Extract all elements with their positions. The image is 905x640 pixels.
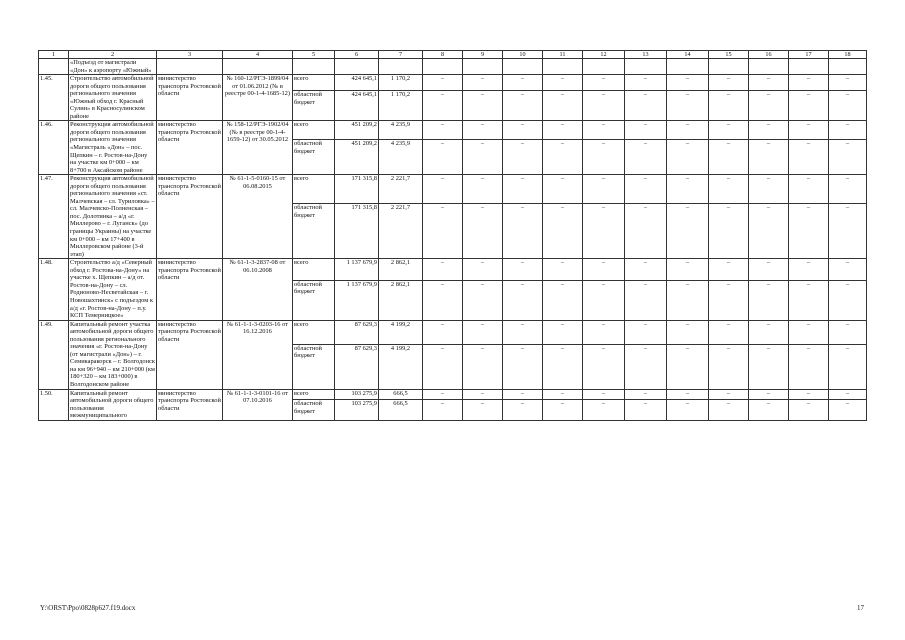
year-value: – <box>463 389 503 400</box>
object-name: Капитальный ремонт автомобильной дороги общего пользования межмуниципального <box>69 389 157 420</box>
year-value: – <box>543 400 583 420</box>
funding-source: областной бюджет <box>293 344 335 389</box>
estimated-cost: 1 137 679,9 <box>335 280 379 320</box>
year-value: – <box>667 75 709 91</box>
year-value: – <box>463 140 503 175</box>
customer: министерство транспорта Ростовской области <box>157 259 223 320</box>
table-row <box>39 175 867 204</box>
year-value: – <box>667 140 709 175</box>
year-value: – <box>423 121 463 140</box>
year-value: – <box>829 400 867 420</box>
year-value: – <box>583 91 625 121</box>
year-value: – <box>463 121 503 140</box>
year-value: – <box>503 75 543 91</box>
object-name: Строительство а/д «Северный обход г. Ростова-на-Дону» на участке х. Щепкин – а/д от. Ростов-на-Дону – сл. Родионово-Несветайская – г. Новошахтинск» с подъездом к а/д «г. Ростов-на-Дону – п.у. КСП Темерницкое» <box>69 259 157 320</box>
year-value: – <box>463 175 503 204</box>
funding-source: областной бюджет <box>293 400 335 420</box>
year-value: – <box>625 91 667 121</box>
year-value: – <box>503 280 543 320</box>
remaining-cost: 666,5 <box>379 400 423 420</box>
funding-source: областной бюджет <box>293 91 335 121</box>
header-col-17: 17 <box>789 51 829 59</box>
year-value: – <box>503 175 543 204</box>
header-col-11: 11 <box>543 51 583 59</box>
year-value: – <box>423 389 463 400</box>
year-value: – <box>829 204 867 259</box>
year-value: – <box>423 400 463 420</box>
funding-source: всего <box>293 121 335 140</box>
remaining-cost: 4 235,9 <box>379 140 423 175</box>
year-value: – <box>749 259 789 280</box>
header-numbers-row <box>39 51 867 59</box>
year-value: – <box>749 121 789 140</box>
header-col-16: 16 <box>749 51 789 59</box>
year-value: – <box>749 280 789 320</box>
header-col-12: 12 <box>583 51 625 59</box>
year-value: – <box>749 400 789 420</box>
year-value: – <box>667 91 709 121</box>
year-value: – <box>667 320 709 344</box>
year-value: – <box>667 400 709 420</box>
year-value: – <box>709 320 749 344</box>
year-value: – <box>709 344 749 389</box>
customer: министерство транспорта Ростовской области <box>157 75 223 121</box>
year-value: – <box>625 75 667 91</box>
remaining-cost: 1 170,2 <box>379 75 423 91</box>
estimated-cost: 87 629,3 <box>335 344 379 389</box>
estimated-cost: 103 275,9 <box>335 400 379 420</box>
year-value: – <box>583 400 625 420</box>
year-value: – <box>583 259 625 280</box>
year-value: – <box>583 140 625 175</box>
year-value: – <box>789 259 829 280</box>
year-value: – <box>749 344 789 389</box>
year-value: – <box>625 344 667 389</box>
year-value: – <box>625 140 667 175</box>
year-value: – <box>423 91 463 121</box>
header-col-7: 7 <box>379 51 423 59</box>
year-value: – <box>543 259 583 280</box>
table-row <box>39 259 867 280</box>
funding-source: всего <box>293 75 335 91</box>
object-name: Реконструкция автомобильной дороги общего пользования регионального значения «Магистраль «Дон» – пос. Щепкин – г. Ростов-на-Дону на участке км 0+000 – км 8+700 в Аксайском районе <box>69 121 157 175</box>
year-value: – <box>583 175 625 204</box>
year-value: – <box>829 91 867 121</box>
table-row <box>39 121 867 140</box>
year-value: – <box>829 280 867 320</box>
remaining-cost: 2 221,7 <box>379 204 423 259</box>
year-value: – <box>583 204 625 259</box>
year-value: – <box>543 140 583 175</box>
year-value: – <box>463 259 503 280</box>
expertise-doc: № 160-12/РГЭ-1899/04 от 01.06.2012 (№ в реестре 00-1-4-1685-12) <box>223 75 293 121</box>
header-col-4: 4 <box>223 51 293 59</box>
estimated-cost: 451 209,2 <box>335 121 379 140</box>
year-value: – <box>503 121 543 140</box>
header-col-5: 5 <box>293 51 335 59</box>
year-value: – <box>667 344 709 389</box>
year-value: – <box>583 121 625 140</box>
expertise-doc: № 61-1-5-0160-15 от 06.08.2015 <box>223 175 293 259</box>
year-value: – <box>423 280 463 320</box>
remaining-cost: 2 221,7 <box>379 175 423 204</box>
estimated-cost: 103 275,9 <box>335 389 379 400</box>
table-row <box>39 75 867 91</box>
funding-source: областной бюджет <box>293 204 335 259</box>
year-value: – <box>789 75 829 91</box>
year-value: – <box>543 75 583 91</box>
year-value: – <box>667 121 709 140</box>
estimated-cost: 87 629,3 <box>335 320 379 344</box>
year-value: – <box>789 121 829 140</box>
year-value: – <box>829 320 867 344</box>
header-col-2: 2 <box>69 51 157 59</box>
year-value: – <box>749 75 789 91</box>
year-value: – <box>543 91 583 121</box>
estimated-cost: 171 315,8 <box>335 175 379 204</box>
year-value: – <box>667 204 709 259</box>
row-number: 1.48. <box>39 259 69 320</box>
year-value: – <box>503 140 543 175</box>
year-value: – <box>463 280 503 320</box>
year-value: – <box>667 259 709 280</box>
year-value: – <box>583 344 625 389</box>
estimated-cost: 1 137 679,9 <box>335 259 379 280</box>
remaining-cost: 2 862,1 <box>379 280 423 320</box>
funding-source: областной бюджет <box>293 140 335 175</box>
table-row <box>39 389 867 400</box>
estimated-cost: 451 209,2 <box>335 140 379 175</box>
year-value: – <box>463 344 503 389</box>
year-value: – <box>423 175 463 204</box>
year-value: – <box>583 280 625 320</box>
year-value: – <box>423 344 463 389</box>
year-value: – <box>423 320 463 344</box>
year-value: – <box>543 204 583 259</box>
year-value: – <box>463 400 503 420</box>
year-value: – <box>583 389 625 400</box>
year-value: – <box>423 259 463 280</box>
year-value: – <box>503 389 543 400</box>
header-col-8: 8 <box>423 51 463 59</box>
year-value: – <box>709 259 749 280</box>
year-value: – <box>667 389 709 400</box>
row-number: 1.50. <box>39 389 69 420</box>
year-value: – <box>503 400 543 420</box>
year-value: – <box>543 344 583 389</box>
object-name: Капитальный ремонт участка автомобильной дороги общего пользования регионального значения «г. Ростов-на-Дону (от магистрали «Дон») – г. Семикаракорск – г. Волгодонск на км 96+940 – км 210+000 (км 180+320 – км 183+000) в Волгодонском районе <box>70 320 155 388</box>
remaining-cost: 666,5 <box>379 389 423 400</box>
year-value: – <box>543 121 583 140</box>
remaining-cost: 4 199,2 <box>379 344 423 389</box>
year-value: – <box>503 204 543 259</box>
object-name: Реконструкция автомобильной дороги общего пользования регионального значения «ст. Малчевская – сл. Туриловка» – сл. Малчевско-Полненская – пос. Долотинка – а/д «г. Миллерово – г. Луганск» (до границы Украины) на участке км 0+000 – км 17+400 в Миллеровском районе (3-й этап) <box>70 175 155 258</box>
year-value: – <box>543 175 583 204</box>
footer-file-path: Y:\ORST\Ppo\0828p627.f19.docx <box>40 604 136 612</box>
year-value: – <box>709 140 749 175</box>
expertise-doc: № 61-1-1-3-0203-16 от 16.12.2016 <box>223 320 293 389</box>
header-col-6: 6 <box>335 51 379 59</box>
expertise-doc: № 158-12/РГЭ-1902/04 (№ в реестре 00-1-4-1659-12) от 30.05.2012 <box>223 121 293 175</box>
object-name: Строительство автомобильной дороги общего пользования регионального значения «Южный обход г. Красный Сулин» в Красносулинском районе <box>69 75 157 121</box>
year-value: – <box>709 175 749 204</box>
year-value: – <box>463 204 503 259</box>
header-col-9: 9 <box>463 51 503 59</box>
remaining-cost: 4 199,2 <box>379 320 423 344</box>
year-value: – <box>543 320 583 344</box>
year-value: – <box>463 75 503 91</box>
year-value: – <box>625 259 667 280</box>
year-value: – <box>789 91 829 121</box>
year-value: – <box>463 91 503 121</box>
year-value: – <box>463 320 503 344</box>
year-value: – <box>667 175 709 204</box>
year-value: – <box>789 400 829 420</box>
header-col-3: 3 <box>157 51 223 59</box>
year-value: – <box>829 259 867 280</box>
year-value: – <box>749 91 789 121</box>
remaining-cost: 4 235,9 <box>379 121 423 140</box>
customer: министерство транспорта Ростовской области <box>157 389 223 420</box>
year-value: – <box>625 320 667 344</box>
year-value: – <box>789 140 829 175</box>
year-value: – <box>749 175 789 204</box>
funding-source: областной бюджет <box>293 280 335 320</box>
year-value: – <box>503 320 543 344</box>
header-col-14: 14 <box>667 51 709 59</box>
year-value: – <box>749 389 789 400</box>
year-value: – <box>829 389 867 400</box>
year-value: – <box>709 91 749 121</box>
header-col-13: 13 <box>625 51 667 59</box>
expertise-doc: № 61-1-3-2837-08 от 06.10.2008 <box>223 259 293 320</box>
estimated-cost: 424 645,1 <box>335 75 379 91</box>
funding-source: всего <box>293 175 335 204</box>
row-number: 1.47. <box>39 175 69 259</box>
funding-source: всего <box>293 389 335 400</box>
year-value: – <box>789 280 829 320</box>
year-value: – <box>423 75 463 91</box>
header-col-10: 10 <box>503 51 543 59</box>
year-value: – <box>423 204 463 259</box>
year-value: – <box>749 204 789 259</box>
year-value: – <box>423 140 463 175</box>
header-col-1: 1 <box>39 51 69 59</box>
program-table <box>38 50 867 421</box>
funding-source: всего <box>293 320 335 344</box>
year-value: – <box>709 204 749 259</box>
customer: министерство транспорта Ростовской области <box>157 121 223 175</box>
year-value: – <box>709 121 749 140</box>
year-value: – <box>829 75 867 91</box>
remaining-cost: 2 862,1 <box>379 259 423 280</box>
year-value: – <box>829 121 867 140</box>
continuation-row <box>39 59 867 75</box>
year-value: – <box>709 389 749 400</box>
year-value: – <box>829 175 867 204</box>
table-row <box>39 320 867 344</box>
year-value: – <box>625 389 667 400</box>
year-value: – <box>829 140 867 175</box>
year-value: – <box>789 389 829 400</box>
year-value: – <box>667 280 709 320</box>
customer: министерство транспорта Ростовской области <box>157 320 223 389</box>
year-value: – <box>543 280 583 320</box>
year-value: – <box>625 204 667 259</box>
year-value: – <box>503 344 543 389</box>
year-value: – <box>625 280 667 320</box>
header-col-18: 18 <box>829 51 867 59</box>
year-value: – <box>625 400 667 420</box>
row-number: 1.46. <box>39 121 69 175</box>
expertise-doc: № 61-1-1-3-0101-16 от 07.10.2016 <box>223 389 293 420</box>
row-number: 1.49. <box>39 320 69 389</box>
year-value: – <box>543 389 583 400</box>
year-value: – <box>709 280 749 320</box>
estimated-cost: 171 315,8 <box>335 204 379 259</box>
remaining-cost: 1 170,2 <box>379 91 423 121</box>
year-value: – <box>789 320 829 344</box>
year-value: – <box>829 344 867 389</box>
year-value: – <box>709 400 749 420</box>
footer-page-number: 17 <box>857 604 864 612</box>
year-value: – <box>625 121 667 140</box>
year-value: – <box>749 140 789 175</box>
year-value: – <box>503 91 543 121</box>
year-value: – <box>789 204 829 259</box>
row-number: 1.45. <box>39 75 69 121</box>
year-value: – <box>789 175 829 204</box>
header-col-15: 15 <box>709 51 749 59</box>
estimated-cost: 424 645,1 <box>335 91 379 121</box>
year-value: – <box>709 75 749 91</box>
continuation-name: «Подъезд от магистрали «Дон» к аэропорту «Южный» <box>69 59 157 75</box>
funding-source: всего <box>293 259 335 280</box>
year-value: – <box>789 344 829 389</box>
year-value: – <box>583 75 625 91</box>
customer: министерство транспорта Ростовской области <box>157 175 223 259</box>
year-value: – <box>625 175 667 204</box>
year-value: – <box>583 320 625 344</box>
year-value: – <box>503 259 543 280</box>
year-value: – <box>749 320 789 344</box>
